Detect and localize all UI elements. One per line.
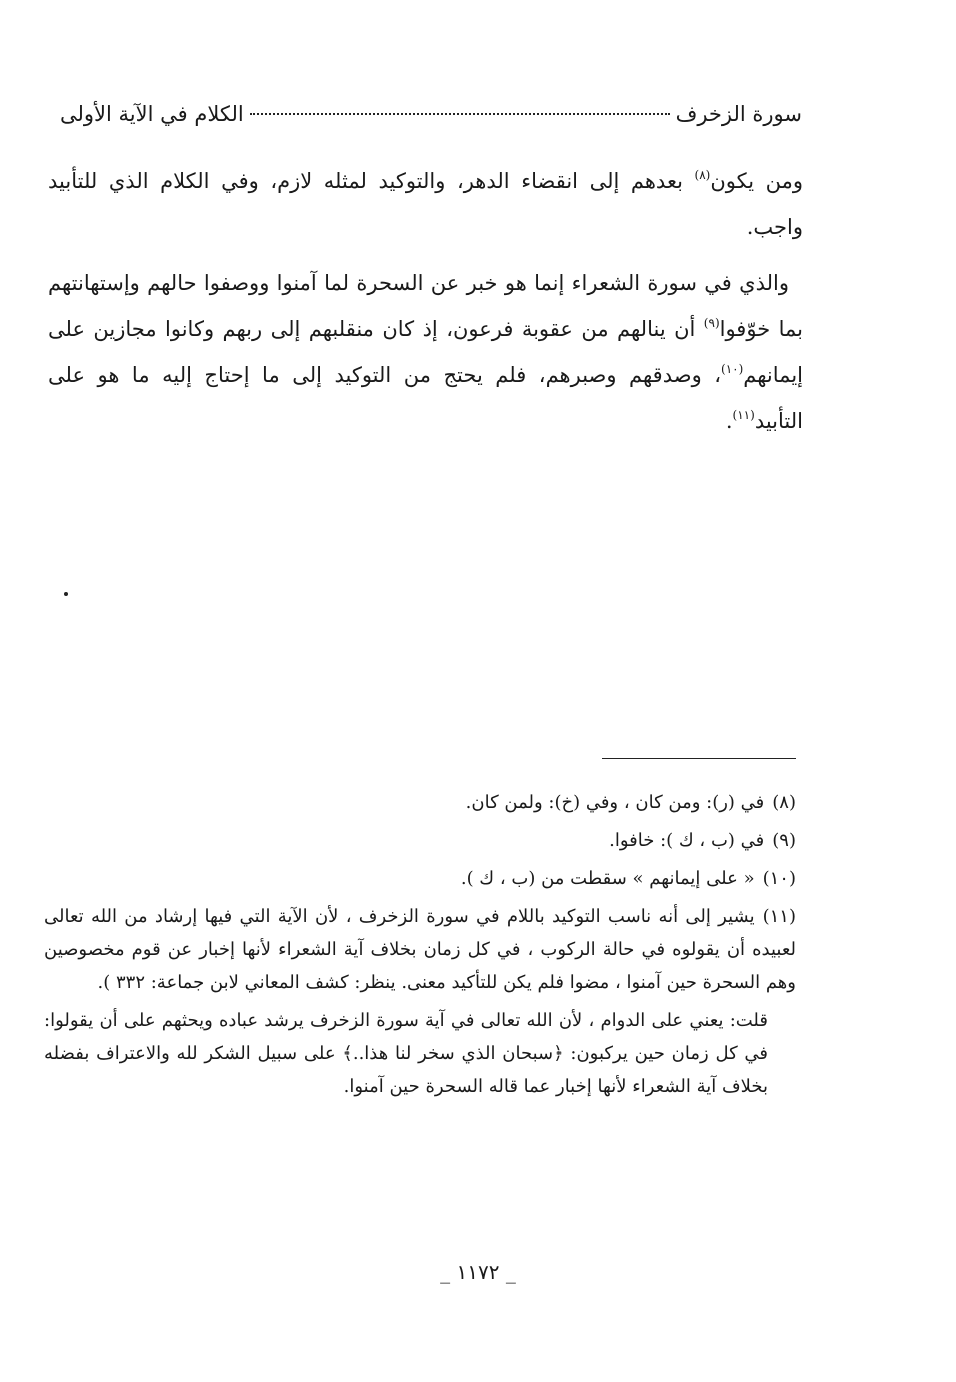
page-number: _ ١١٧٢ _ bbox=[440, 1260, 516, 1284]
text-run: بعدهم إلى انقضاء الدهر، والتوكيد لمثله لازم، وفي الكلام الذي للتأبيد واجب. bbox=[48, 169, 803, 239]
footnotes bbox=[44, 786, 796, 1103]
footnote-number: (٩) bbox=[772, 830, 796, 851]
footnote-9 bbox=[44, 824, 796, 857]
text-run: ، وصدقهم وصبرهم، فلم يحتج من التوكيد إلى ما إحتاج إليه ما هو على التأبيد bbox=[48, 363, 803, 433]
footnote-8 bbox=[44, 786, 796, 819]
main-text bbox=[48, 158, 803, 444]
text-run: . bbox=[725, 409, 733, 433]
footnote-text: في (ر): ومن كان ، وفي (خ): ولمن كان. bbox=[465, 792, 765, 813]
footnote-ref-8: (٨) bbox=[694, 168, 711, 182]
footnote-ref-9: (٩) bbox=[703, 316, 720, 330]
text-run: والذي في سورة الشعراء إنما هو خبر عن السحرة لما آمنوا ووصفوا حالهم وإستهانتهم بما خوّفوا bbox=[48, 271, 803, 341]
footnote-10 bbox=[44, 862, 796, 895]
header-dot-leader bbox=[250, 113, 670, 115]
header-surah-title: سورة الزخرف bbox=[675, 102, 802, 126]
stray-mark bbox=[64, 592, 68, 596]
footnote-number: (١١) bbox=[762, 906, 796, 927]
text-run: أن ينالهم من عقوبة فرعون، إذ كان منقلبهم إلى ربهم وكانوا مجازين على إيمانهم bbox=[48, 317, 803, 387]
footnote-ref-10: (١٠) bbox=[721, 362, 744, 376]
running-header bbox=[60, 100, 802, 128]
footnote-ref-11: (١١) bbox=[732, 408, 755, 422]
paragraph-1 bbox=[48, 158, 803, 250]
editor-note: قلت: يعني على الدوام ، لأن الله تعالى في آية سورة الزخرف يرشد عباده ويحثهم على أن يقولوا: في كل زمان حين يركبون: ﴿سبحان الذي سخر لنا هذا..﴾ على سبيل الشكر لله والاعتراف بفضله بخلاف آية الشعراء لأنها إخبار عما قاله السحرة حين آمنوا. bbox=[44, 1010, 768, 1097]
footnote-11 bbox=[44, 900, 796, 999]
footnote-text: يشير إلى أنه ناسب التوكيد باللام في سورة الزخرف ، لأن الآية التي فيها إرشاد من الله تعالى لعبيده أن يقولوه في حالة الركوب ، في كل زمان بخلاف آية الشعراء لأنها إخبار عن قوم مخصوصين وهم السحرة حين آمنوا ، مضوا فلم يكن للتأكيد معنى. ينظر: كشف المعاني لابن جماعة: ٣٣٢ ). bbox=[44, 906, 796, 993]
header-section-title: الكلام في الآية الأولى bbox=[60, 102, 244, 126]
footnote-number: (٨) bbox=[772, 792, 796, 813]
footnote-separator bbox=[602, 758, 796, 759]
footnote-text: « على إيمانهم » سقطت من (ب ، ك ). bbox=[460, 868, 755, 889]
text-run: ومن يكون bbox=[710, 169, 804, 193]
paragraph-2 bbox=[48, 260, 803, 444]
footnote-text: في (ب ، ك ): خافوا. bbox=[609, 830, 765, 851]
footnote-number: (١٠) bbox=[762, 868, 796, 889]
